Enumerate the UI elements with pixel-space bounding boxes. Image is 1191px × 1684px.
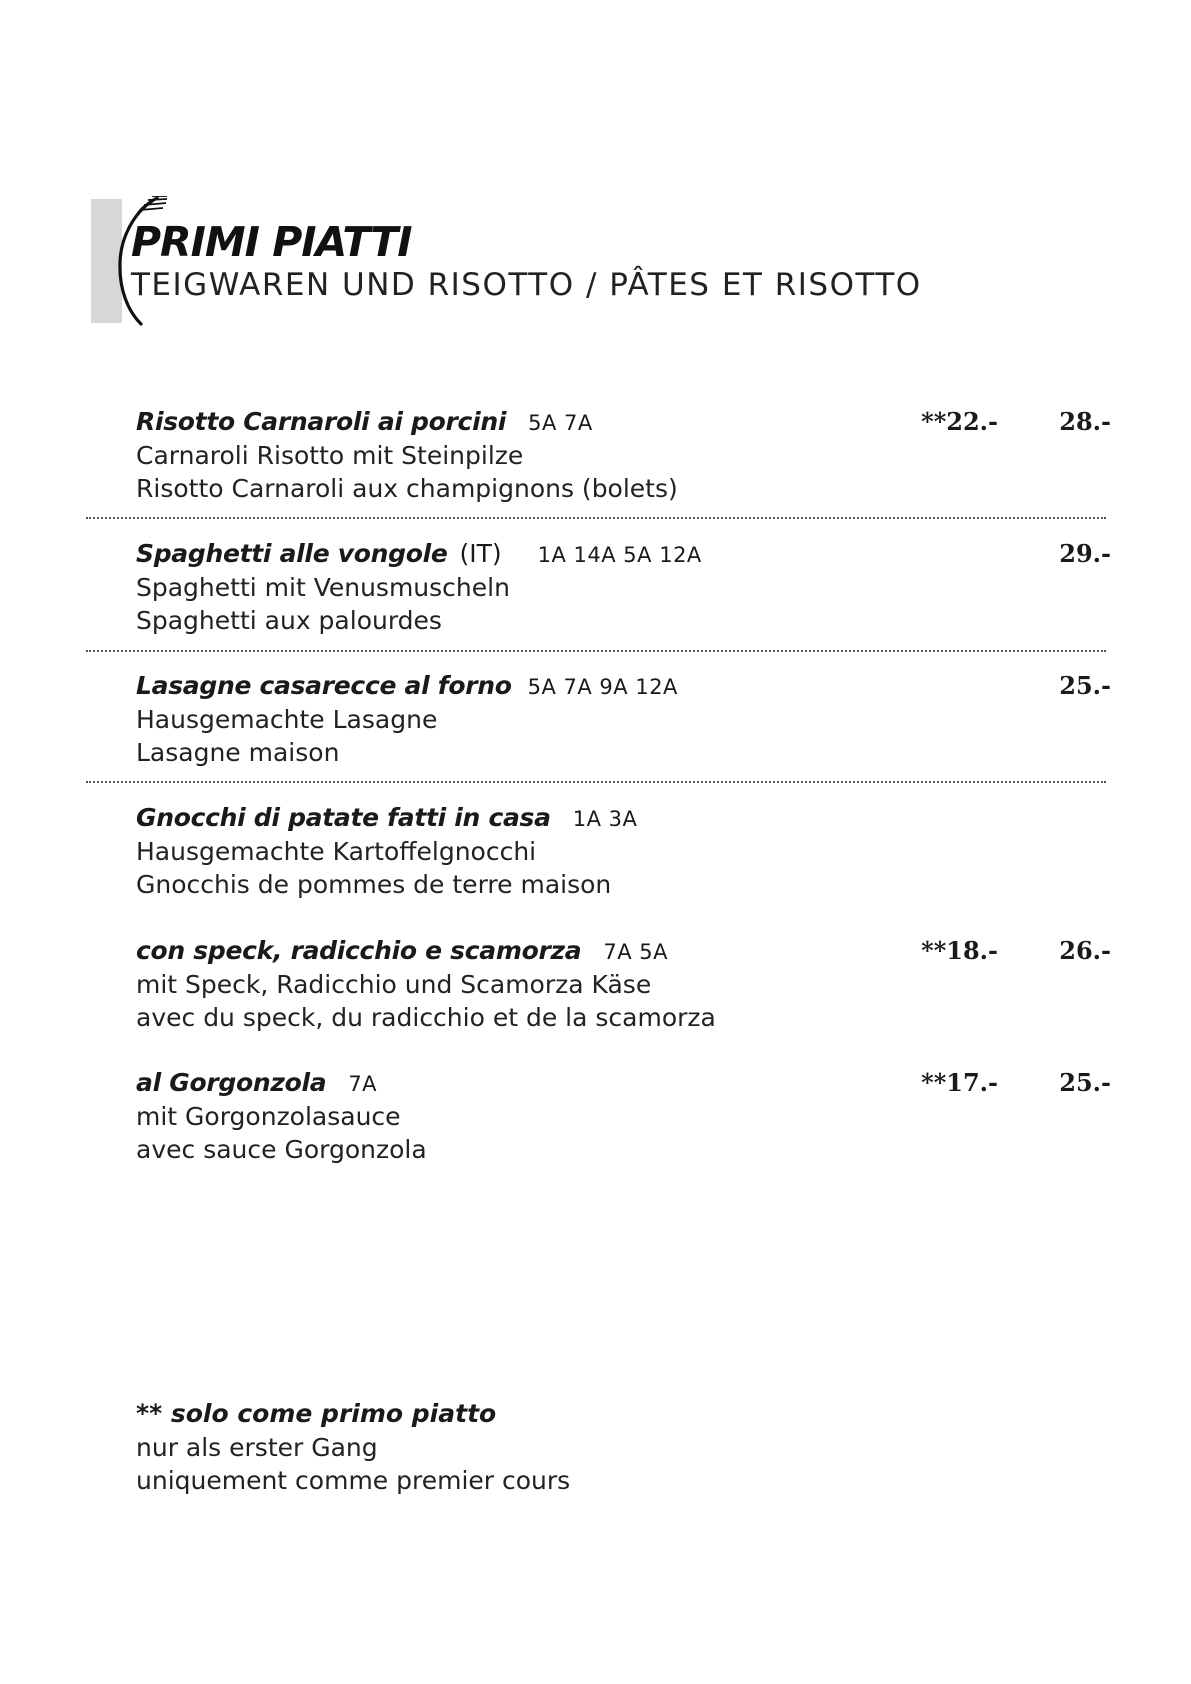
price-full: 28.- — [1059, 407, 1111, 436]
price-full: 25.- — [1059, 671, 1111, 700]
dish-desc-fr: Spaghetti aux palourdes — [136, 606, 442, 635]
menu-item — [136, 537, 1111, 637]
menu-item — [136, 1066, 1111, 1166]
dish-desc-fr: avec sauce Gorgonzola — [136, 1135, 427, 1164]
dish-allergens: 7A 5A — [603, 940, 668, 964]
dish-name: Spaghetti alle vongole — [136, 539, 448, 568]
dish-name: al Gorgonzola — [136, 1068, 327, 1097]
dish-desc-de: Carnaroli Risotto mit Steinpilze — [136, 441, 524, 470]
dish-name: Lasagne casarecce al forno — [136, 671, 512, 700]
dish-allergens: 5A 7A — [528, 411, 593, 435]
dish-name: Risotto Carnaroli ai porcini — [136, 407, 507, 436]
price-full: 29.- — [1059, 539, 1111, 568]
menu-item — [136, 669, 1111, 769]
menu-item — [136, 801, 1111, 901]
dish-desc-de: Hausgemachte Kartoffelgnocchi — [136, 837, 537, 866]
dish-desc-fr: avec du speck, du radicchio et de la scamorza — [136, 1003, 716, 1032]
dish-desc-de: mit Gorgonzolasauce — [136, 1102, 401, 1131]
dish-desc-de: Spaghetti mit Venusmuscheln — [136, 573, 510, 602]
dish-allergens: 5A 7A 9A 12A — [527, 675, 678, 699]
footnote — [136, 1397, 570, 1497]
dish-name: Gnocchi di patate fatti in casa — [136, 803, 551, 832]
menu-item — [136, 405, 1111, 505]
dish-desc-fr: Lasagne maison — [136, 738, 340, 767]
dish-desc-de: Hausgemachte Lasagne — [136, 705, 438, 734]
dish-allergens: 7A — [348, 1072, 378, 1096]
price-half: **22.- — [921, 407, 998, 436]
footnote-desc-fr: uniquement comme premier cours — [136, 1466, 571, 1495]
section-header — [91, 196, 1091, 326]
dish-origin: (IT) — [459, 539, 502, 568]
price-full: 25.- — [1059, 1068, 1111, 1097]
dish-desc-fr: Risotto Carnaroli aux champignons (bolets) — [136, 474, 678, 503]
dish-desc-fr: Gnocchis de pommes de terre maison — [136, 870, 612, 899]
page-subtitle: TEIGWAREN UND RISOTTO / PÂTES ET RISOTTO — [131, 267, 922, 303]
price-half: **17.- — [921, 1068, 998, 1097]
dish-allergens: 1A 14A 5A 12A — [537, 543, 702, 567]
price-half: **18.- — [921, 936, 998, 965]
price-full: 26.- — [1059, 936, 1111, 965]
footnote-desc-de: nur als erster Gang — [136, 1433, 378, 1462]
menu-item — [136, 934, 1111, 1034]
dotted-divider — [86, 650, 1106, 652]
page-title: PRIMI PIATTI — [131, 218, 412, 266]
dotted-divider — [86, 517, 1106, 519]
dish-desc-de: mit Speck, Radicchio und Scamorza Käse — [136, 970, 652, 999]
dish-name: con speck, radicchio e scamorza — [136, 936, 582, 965]
footnote-heading: ** solo come primo piatto — [136, 1399, 497, 1428]
dotted-divider — [86, 781, 1106, 783]
dish-allergens: 1A 3A — [572, 807, 638, 831]
